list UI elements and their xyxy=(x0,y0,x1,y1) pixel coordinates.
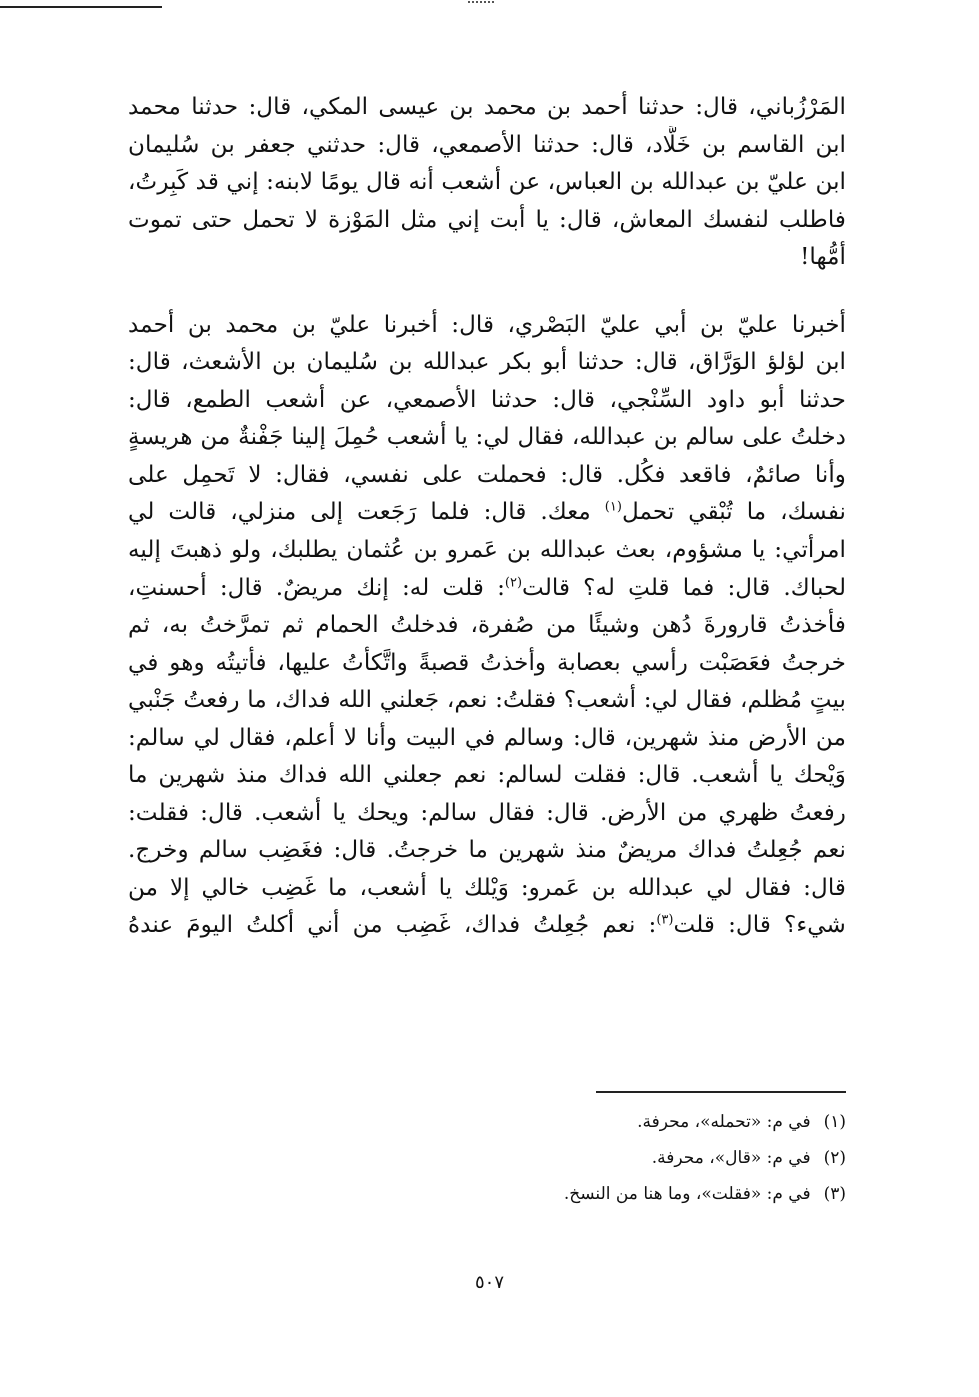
footnote-text: في م: «فقلت»، وما هنا من النسخ. xyxy=(563,1184,811,1204)
footnotes xyxy=(246,1104,846,1212)
text-segment: معك. قال: فلما رَجَعت إلى منزلي، قالت لي xyxy=(128,498,605,526)
text-line: فاطلب لنفسك المعاش، قال: يا أبت إني مثل المَوْزة لا تحمل حتى تموت xyxy=(128,205,846,233)
text-line-with-note-1 xyxy=(128,493,846,531)
text-line: ابن القاسم بن خَلَّاد، قال: حدثنا الأصمعي، قال: حدثني جعفر بن سُليمان xyxy=(128,130,846,158)
footnote-number: (٢) xyxy=(823,1148,846,1168)
text-line: امرأتي: يا مشؤوم، بعث عبدالله بن عَمرو بن عُثمان يطلبك، ولو ذهبتَ إليه xyxy=(128,536,846,564)
footnote-1 xyxy=(246,1104,846,1140)
footnote-text: في م: «تحمله»، محرفة. xyxy=(637,1112,811,1132)
footnote-number: (١) xyxy=(823,1112,846,1132)
footnote-3 xyxy=(246,1176,846,1212)
note-ref-1[interactable]: (١) xyxy=(604,499,622,515)
text-line: حدثنا أبو داود السِّنْجي، قال: حدثنا الأصمعي، عن أشعب الطمع، قال: xyxy=(128,385,846,413)
footnote-text: في م: «قال»، محرفة. xyxy=(651,1148,811,1168)
text-line: ابن لؤلؤ الوَرَّاق، قال: حدثنا أبو بكر عبدالله بن سُليمان بن الأشعث، قال: xyxy=(128,348,846,376)
top-left-rule xyxy=(0,6,162,8)
text-line: رفعتُ ظهري من الأرض. قال: فقال سالم: ويحك يا أشعب. قال: فقلت: xyxy=(128,798,846,826)
text-line: أخبرنا عليّ بن أبي عليّ البَصْري، قال: أخبرنا عليّ بن محمد بن أحمد xyxy=(128,310,846,338)
note-ref-3[interactable]: (٣) xyxy=(656,912,674,928)
text-line: خرجتُ فعَصَبْت رأسي بعصابة وأخذتُ قصبةً واتَّكأتُ عليها، فأتيتُه وهو في xyxy=(128,648,846,676)
text-line: أمُّها! xyxy=(800,243,846,271)
text-line: فأخذتُ قارورةَ دُهن وشيئًا من صُفرة، فدخلتُ الحمام ثم تمرَّختُ به، ثم xyxy=(128,611,846,639)
text-line: نعم جُعِلتُ فداك مريضٌ منذ شهرين ما خرجتُ. قال: فغَضِب سالم وخرج. xyxy=(128,836,846,864)
text-line: بيتٍ مُظلم، فقال لي: أشعب؟ فقلتُ: نعم، جَعلني الله فداك، ما رفعتُ جَنْبي xyxy=(128,686,846,714)
page-number: ٥٠٧ xyxy=(474,1272,504,1293)
text-segment: لحباك. قال: فما قلتِ له؟ قالت xyxy=(522,573,846,601)
text-segment: نفسك، ما تُبْقي تحمل xyxy=(621,498,846,526)
top-center-dots xyxy=(468,1,494,3)
text-line-with-note-2 xyxy=(128,569,846,607)
text-line: من الأرض منذ شهرين، قال: وسالم في البيت وأنا لا أعلم، فقال لي سالم: xyxy=(128,723,846,751)
text-line: وَيْحك يا أشعب. قال: فقلت لسالم: نعم جعلني الله فداك منذ شهرين ما xyxy=(128,761,846,789)
note-ref-2[interactable]: (٢) xyxy=(504,574,523,590)
paragraph-1 xyxy=(128,88,846,276)
footnote-2 xyxy=(246,1140,846,1176)
text-segment: : قلت له: إنك مريضٌ. قال: أحسنتِ، xyxy=(128,573,505,601)
text-line: ابن عليّ بن عبدالله بن العباس، عن أشعب أنه قال يومًا لابنه: إني قد كَبِرتُ، xyxy=(128,168,846,196)
text-segment: شيء؟ قال: قلت xyxy=(673,911,846,939)
text-segment: : نعم جُعِلتُ فداك، غَضِب من أني أكلتُ اليومَ عندهُ xyxy=(128,911,657,939)
text-line: وأنا صائمٌ، فاقعد فكُل. قال: فحملت على نفسي، فقال: لا تَحمِل على xyxy=(128,460,846,488)
page-body xyxy=(128,88,846,944)
paragraph-2 xyxy=(128,306,846,944)
text-line-with-note-3 xyxy=(128,906,846,944)
footnote-separator xyxy=(596,1091,846,1093)
text-line: قال: فقال لي عبدالله بن عَمرو: وَيْلك يا أشعب، ما غَضِب خالي إلا من xyxy=(128,873,846,901)
footnote-number: (٣) xyxy=(823,1184,846,1204)
text-line: المَرْزُباني، قال: حدثنا أحمد بن محمد بن عيسى المكي، قال: حدثنا محمد xyxy=(128,93,846,120)
text-line: دخلتُ على سالم بن عبدالله، فقال لي: يا أشعب حُمِلَ إلينا جَفْنةٌ من هريسةٍ xyxy=(128,423,846,451)
